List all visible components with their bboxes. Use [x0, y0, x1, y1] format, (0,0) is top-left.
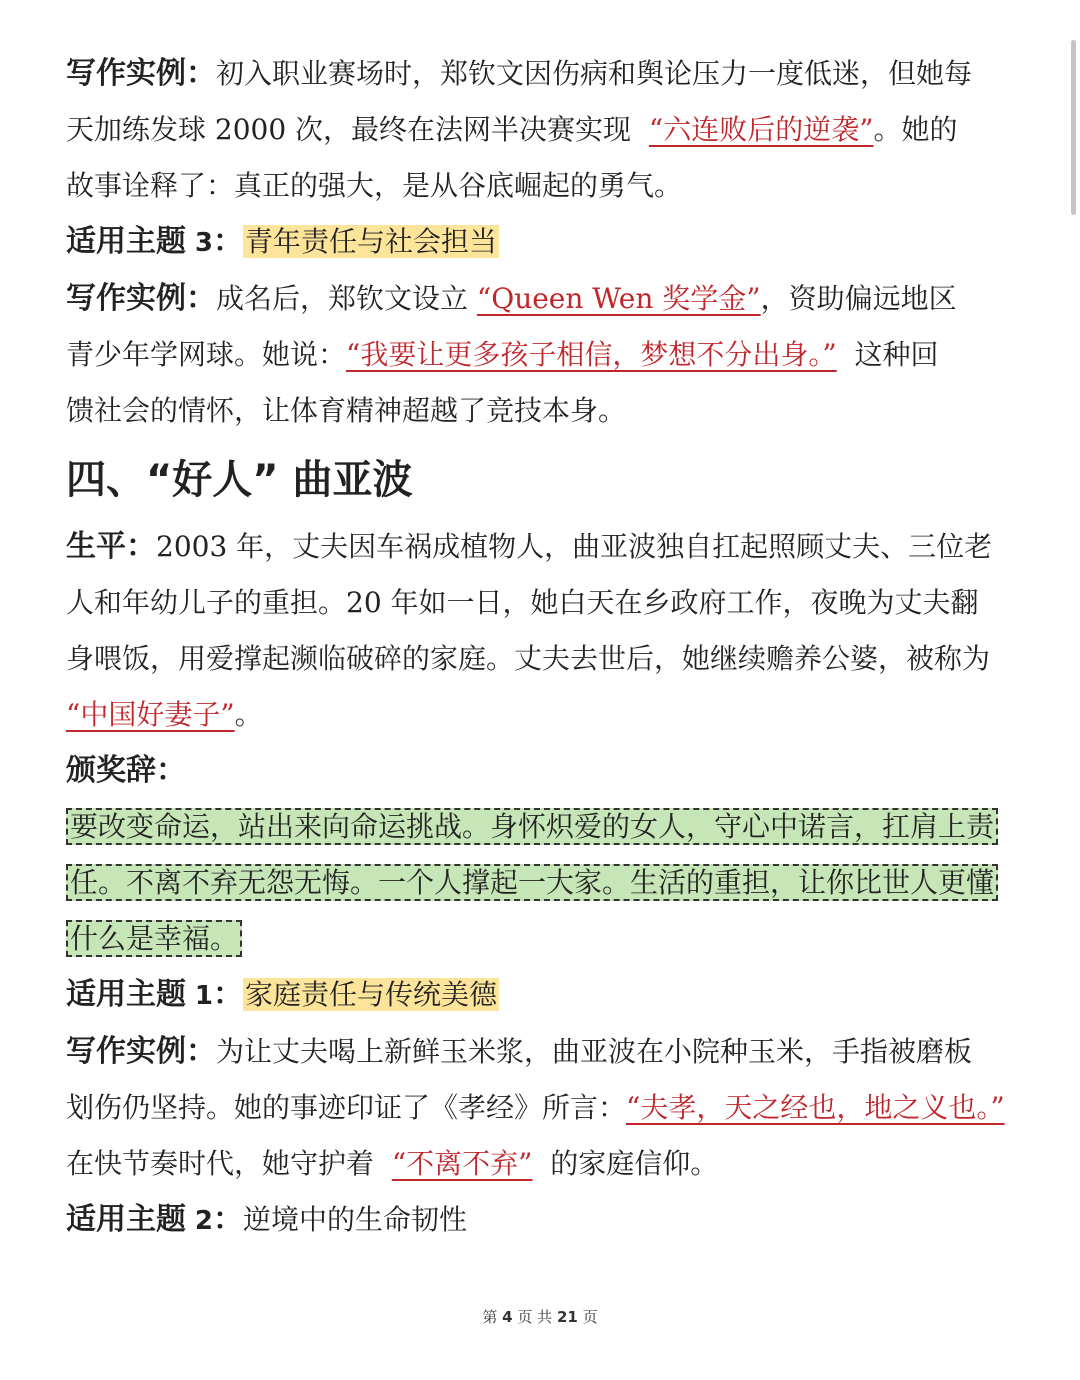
quote-highlight: “Queen Wen 奖学金”: [476, 282, 761, 315]
theme-3: 适用主题 3：青年责任与社会担当: [66, 224, 498, 259]
document-page: 写作实例：初入职业赛场时，郑钦文因伤病和舆论压力一度低迷，但她每 天加练发球 2000 次，最终在法网半决赛实现 “六连败后的逆袭”。她的 故事诠释了：真正的强大，是从谷底崛起的勇气。 适用主题 3：青年责任与社会担当 写作实例：成名后，郑钦文设立 “Queen Wen 奖学金”，资助偏远地区 青少年学网球。她说：“我要让更多孩子相信，梦想不分出身。” 这种回 馈社会的情怀，让体育精神超越了竞技本身。 四、“好人” 曲亚波 生平：2003 年，丈夫因车祸成植物人，曲亚波独自扛起照顾丈夫、三位老 人和年幼儿子的重担。20 年如一日，她白天在乡政府工作，夜晚为丈夫翻 身喂饭，用爱撑起濒临破碎的家庭。丈夫去世后，她继续赡养公婆，被称为 “中国好妻子”。 颁奖辞： 要改变命运，站出来向命运挑战。身怀炽爱的女人，守心中诺言，扛肩上责 任。不离不弃无怨无悔。一个人撑起一大家。生活的重担，让你比世人更懂 什么是幸福。 适用主题 1：家庭责任与传统美德 写作实例：为让丈夫喝上新鲜玉米浆，曲亚波在小院种玉米，手指被磨板 划伤仍坚持。她的事迹印证了《孝经》所言：“夫孝，天之经也，地之义也。” 在快节奏时代，她守护着 “不离不弃” 的家庭信仰。 适用主题 2：逆境中的生命韧性: [66, 46, 1016, 1249]
quote-highlight: “夫孝，天之经也，地之义也。”: [626, 1091, 1005, 1124]
theme-label: 适用主题: [66, 977, 186, 1012]
scrollbar[interactable]: [1071, 40, 1076, 215]
quote-highlight: “我要让更多孩子相信，梦想不分出身。”: [346, 338, 837, 371]
example-paragraph: 写作实例：为让丈夫喝上新鲜玉米浆，曲亚波在小院种玉米，手指被磨板: [66, 1034, 973, 1069]
example-label: 写作实例: [66, 1034, 186, 1069]
theme-value: 逆境中的生命韧性: [243, 1203, 468, 1236]
award-label-line: 颁奖辞：: [66, 753, 186, 788]
theme-label: 适用主题: [66, 1202, 186, 1237]
example-label: 写作实例: [66, 281, 186, 316]
theme-2: 适用主题 2：逆境中的生命韧性: [66, 1202, 468, 1237]
theme-value: 家庭责任与传统美德: [245, 978, 498, 1011]
page-number: 4: [502, 1308, 513, 1326]
example-paragraph: 写作实例：初入职业赛场时，郑钦文因伤病和舆论压力一度低迷，但她每: [66, 56, 973, 91]
page-footer: 第 4 页 共 21 页: [482, 1308, 598, 1326]
theme-1: 适用主题 1：家庭责任与传统美德: [66, 977, 498, 1012]
theme-label: 适用主题: [66, 224, 186, 259]
award-text: 要改变命运，站出来向命运挑战。身怀炽爱的女人，守心中诺言，扛肩上责 任。不离不弃无怨无悔。一个人撑起一大家。生活的重担，让你比世人更懂 什么是幸福。: [66, 799, 1016, 967]
example-paragraph: 写作实例：成名后，郑钦文设立 “Queen Wen 奖学金”，资助偏远地区: [66, 281, 957, 316]
page-total: 21: [556, 1308, 578, 1326]
award-label: 颁奖辞: [66, 753, 156, 788]
bio-label: 生平: [66, 529, 126, 564]
bio-paragraph: 生平：2003 年，丈夫因车祸成植物人，曲亚波独自扛起照顾丈夫、三位老: [66, 529, 993, 564]
quote-highlight: “六连败后的逆袭”: [648, 113, 874, 146]
theme-value: 青年责任与社会担当: [245, 225, 498, 258]
quote-highlight: “不离不弃”: [391, 1147, 533, 1180]
quote-highlight: “中国好妻子”: [66, 698, 235, 731]
example-label: 写作实例: [66, 56, 186, 91]
section-heading: 四、“好人” 曲亚波: [66, 457, 413, 503]
